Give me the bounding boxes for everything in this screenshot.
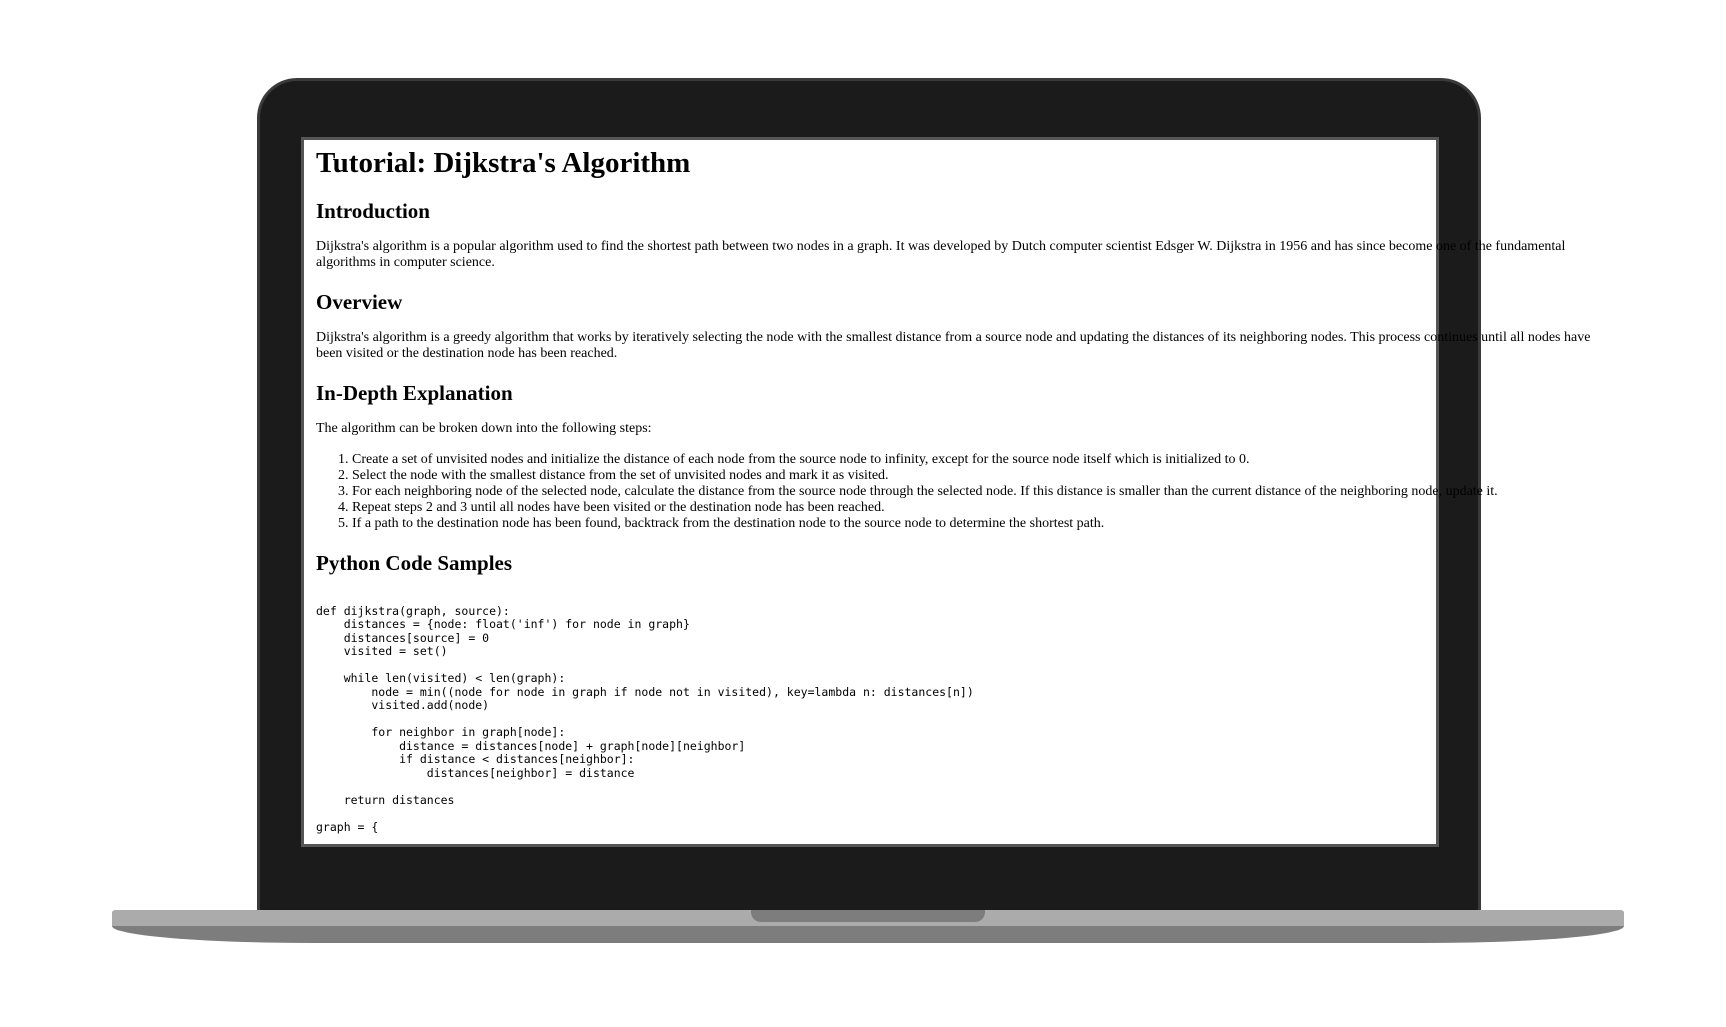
list-item: 4. Repeat steps 2 and 3 until all nodes have been visited or the destination node has been reached. (352, 500, 1616, 516)
list-item: 3. For each neighboring node of the selected node, calculate the distance from the source node through the selected node. If this distance is smaller than the current distance of the neighboring node, update it. (352, 484, 1616, 500)
laptop-notch (751, 910, 985, 922)
code-block: def dijkstra(graph, source): distances = {node: float('inf') for node in graph} distances[source] = 0 visited = set() while len(visited) < len(graph): node = min((node for node in graph if node not in visited), key=lambda n: distances[n]) visited.add(node) for neighbor in graph[node]: distance = distances[node] + graph[node][neighbor] if distance < distances[neighbor]: distances[neighbor] = distance return distances graph = { (316, 603, 974, 834)
explanation-intro: The algorithm can be broken down into the following steps: (316, 421, 652, 436)
explanation-heading: In-Depth Explanation (316, 381, 513, 405)
steps-list (316, 452, 1616, 532)
page-title: Tutorial: Dijkstra's Algorithm (316, 147, 691, 179)
laptop-screen[interactable] (301, 137, 1591, 847)
list-item: 5. If a path to the destination node has been found, backtrack from the destination node to the source node to determine the shortest path. (352, 516, 1616, 532)
overview-heading: Overview (316, 290, 403, 314)
code-heading: Python Code Samples (316, 551, 513, 575)
intro-paragraph: Dijkstra's algorithm is a popular algorithm used to find the shortest path between two nodes in a graph. It was developed by Dutch computer scientist Edsger W. Dijkstra in 1956 and has since become one of the fundamental algorithms in computer science. (316, 239, 1566, 270)
list-item: 1. Create a set of unvisited nodes and initialize the distance of each node from the source node to infinity, except for the source node itself which is initialized to 0. (352, 452, 1616, 468)
overview-paragraph: Dijkstra's algorithm is a greedy algorithm that works by iteratively selecting the node with the smallest distance from a source node and updating the distances of its neighboring nodes. This process continues until all nodes have been visited or the destination node has been reached. (316, 330, 1591, 361)
list-item: 2. Select the node with the smallest distance from the set of unvisited nodes and mark it as visited. (352, 468, 1616, 484)
intro-heading: Introduction (316, 199, 430, 223)
web-page (316, 140, 1616, 834)
laptop-base-shadow (112, 926, 1624, 943)
